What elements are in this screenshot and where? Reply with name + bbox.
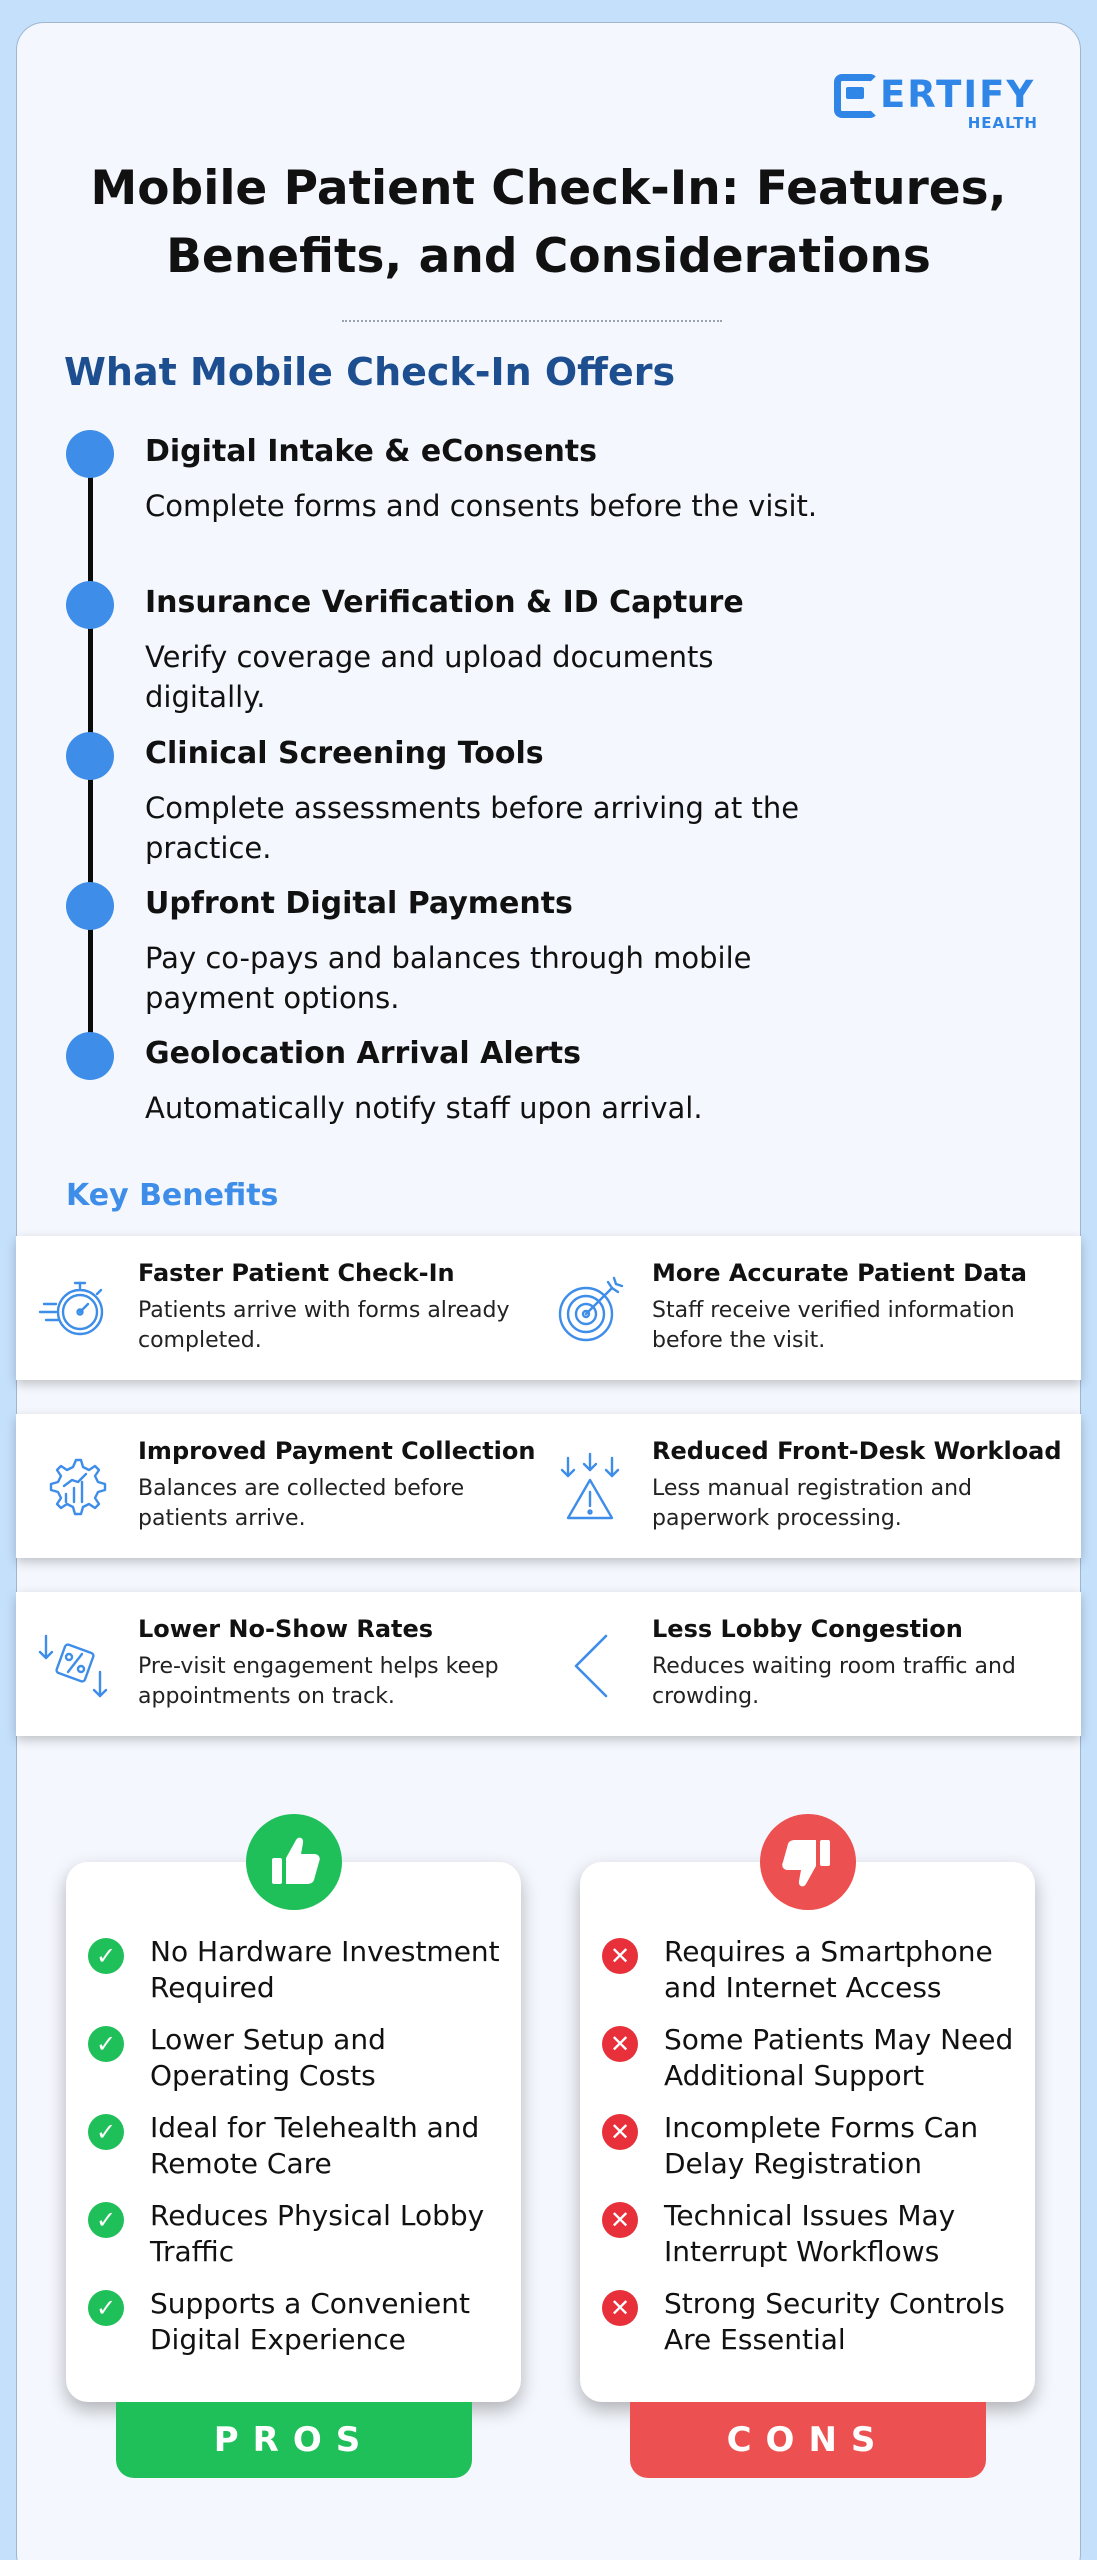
gear-growth-icon	[38, 1450, 114, 1526]
page-title	[60, 155, 1037, 291]
cons-item	[602, 2110, 1022, 2198]
cons-card	[580, 1862, 1035, 2402]
benefits-row	[16, 1414, 1081, 1558]
benefit-desc: Staff receive verified information before the visit.	[652, 1298, 1015, 1353]
cons-item	[602, 1934, 1022, 2022]
timeline-dot	[66, 581, 114, 629]
pros-item	[88, 2022, 508, 2110]
pros-item	[88, 2198, 508, 2286]
x-icon: ✕	[602, 2290, 638, 2326]
benefit-desc: Pre-visit engagement helps keep appointments on track.	[138, 1654, 499, 1709]
title-rest: Features, Benefits, and Considerations	[166, 161, 1007, 284]
chevron-left-icon	[552, 1628, 628, 1704]
check-icon: ✓	[88, 2290, 124, 2326]
pros-item-text: No Hardware Investment Required	[150, 1935, 500, 2004]
warning-arrows-icon	[552, 1450, 628, 1526]
timeline-item-title: Geolocation Arrival Alerts	[145, 1036, 581, 1071]
x-icon: ✕	[602, 1938, 638, 1974]
pros-item	[88, 2110, 508, 2198]
cons-label: CONS	[630, 2402, 986, 2478]
pros-list	[88, 1934, 508, 2374]
benefit-item	[16, 1592, 536, 1736]
timeline-item-desc: Verify coverage and upload documents digitally.	[145, 640, 714, 714]
x-icon: ✕	[602, 2114, 638, 2150]
cons-item-text: Technical Issues May Interrupt Workflows	[664, 2199, 956, 2268]
benefit-title: Lower No-Show Rates	[138, 1615, 434, 1643]
timeline-dot	[66, 882, 114, 930]
benefits-row	[16, 1592, 1081, 1736]
cons-item-text: Incomplete Forms Can Delay Registration	[664, 2111, 979, 2180]
benefit-desc: Less manual registration and paperwork processing.	[652, 1476, 973, 1531]
timeline-item-title: Digital Intake & eConsents	[145, 434, 597, 469]
benefit-desc: Balances are collected before patients arrive.	[138, 1476, 465, 1531]
check-icon: ✓	[88, 1938, 124, 1974]
cons-item	[602, 2022, 1022, 2110]
pros-card	[66, 1862, 521, 2402]
benefit-title: Improved Payment Collection	[138, 1437, 536, 1465]
pros-item-text: Supports a Convenient Digital Experience	[150, 2287, 470, 2356]
offers-heading: What Mobile Check-In Offers	[64, 350, 676, 394]
pros-item-text: Lower Setup and Operating Costs	[150, 2023, 386, 2092]
benefits-row	[16, 1236, 1081, 1380]
cons-item-text: Requires a Smartphone and Internet Access	[664, 1935, 993, 2004]
target-icon	[552, 1272, 628, 1348]
benefit-title: Faster Patient Check-In	[138, 1259, 455, 1287]
timeline-item-title: Insurance Verification & ID Capture	[145, 585, 744, 620]
stopwatch-icon	[38, 1272, 114, 1348]
certify-health-logo	[834, 74, 1052, 132]
benefit-item	[530, 1414, 1062, 1558]
benefit-item	[530, 1592, 1050, 1736]
timeline-item-desc: Complete forms and consents before the visit.	[145, 489, 818, 523]
benefit-title: Less Lobby Congestion	[652, 1615, 963, 1643]
logo-wordmark: ERTIFY	[880, 73, 1036, 116]
timeline-item-desc: Pay co-pays and balances through mobile payment options.	[145, 941, 752, 1015]
cons-item-text: Strong Security Controls Are Essential	[664, 2287, 1005, 2356]
check-icon: ✓	[88, 2026, 124, 2062]
percent-down-icon	[38, 1628, 114, 1704]
benefit-title: More Accurate Patient Data	[652, 1259, 1027, 1287]
pros-label: PROS	[116, 2402, 472, 2478]
timeline-item-desc: Automatically notify staff upon arrival.	[145, 1091, 703, 1125]
pros-item	[88, 1934, 508, 2022]
pros-item	[88, 2286, 508, 2374]
timeline-dot	[66, 1032, 114, 1080]
title-divider	[342, 320, 722, 322]
benefit-desc: Reduces waiting room traffic and crowding.	[652, 1654, 1016, 1709]
pros-item-text: Reduces Physical Lobby Traffic	[150, 2199, 485, 2268]
timeline-dot	[66, 430, 114, 478]
benefit-item	[530, 1236, 1050, 1380]
cons-item	[602, 2198, 1022, 2286]
benefit-item	[16, 1236, 536, 1380]
benefit-desc: Patients arrive with forms already completed.	[138, 1298, 510, 1353]
thumbs-down-icon	[760, 1814, 856, 1910]
cons-item-text: Some Patients May Need Additional Support	[664, 2023, 1014, 2092]
check-icon: ✓	[88, 2202, 124, 2238]
check-icon: ✓	[88, 2114, 124, 2150]
x-icon: ✕	[602, 2026, 638, 2062]
benefit-title: Reduced Front-Desk Workload	[652, 1437, 1062, 1465]
logo-c-mark-inner	[846, 87, 864, 99]
timeline-item-desc: Complete assessments before arriving at the practice.	[145, 791, 800, 865]
timeline-dot	[66, 732, 114, 780]
x-icon: ✕	[602, 2202, 638, 2238]
title-bold: Mobile Patient Check-In:	[90, 161, 740, 216]
timeline-item-title: Upfront Digital Payments	[145, 886, 573, 921]
logo-subtitle: HEALTH	[967, 114, 1038, 132]
benefits-heading: Key Benefits	[66, 1178, 279, 1213]
benefit-item	[16, 1414, 536, 1558]
cons-item	[602, 2286, 1022, 2374]
thumbs-up-icon	[246, 1814, 342, 1910]
timeline-item-title: Clinical Screening Tools	[145, 736, 544, 771]
pros-item-text: Ideal for Telehealth and Remote Care	[150, 2111, 480, 2180]
cons-list	[602, 1934, 1022, 2374]
